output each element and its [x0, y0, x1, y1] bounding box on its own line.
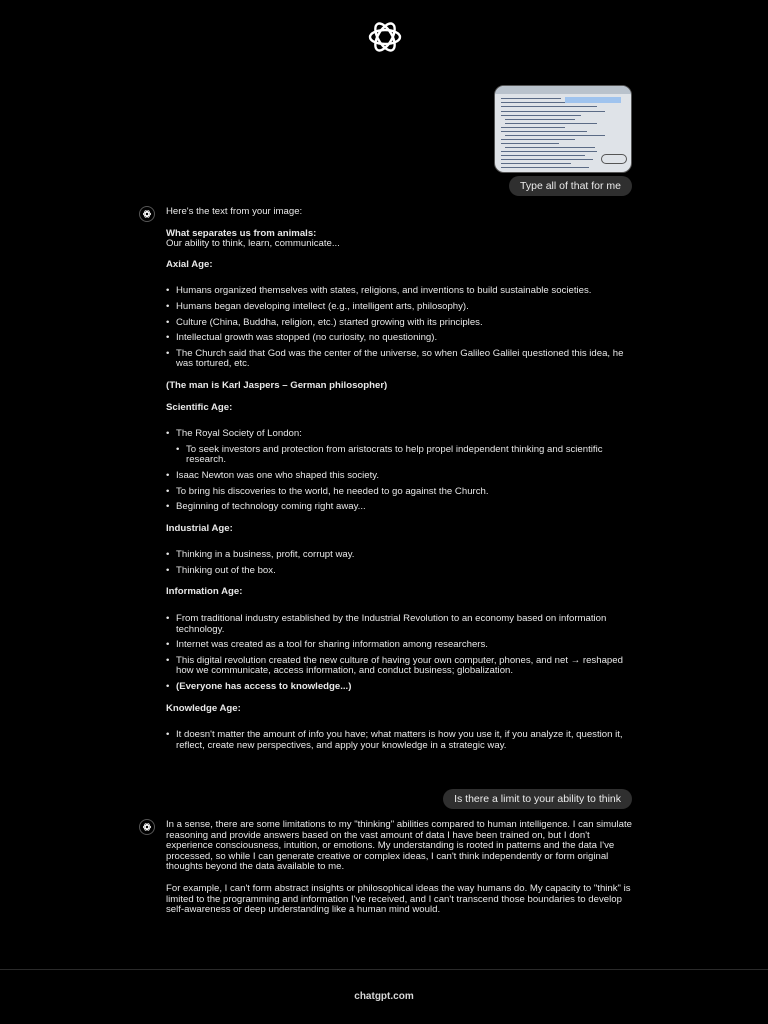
assistant-message: [166, 207, 636, 762]
assistant-avatar: [139, 819, 155, 835]
response-paragraph: In a sense, there are some limitations to my "thinking" abilities compared to human intelligence. I can simulate reasoning and provide answers based on the vast amount of data I have been trained on, but I don't experience consciousness, intuition, or emotions. My understanding is rooted in patterns and the data I've processed, so while I can generate creative or complex ideas, I can't think independently or form original thoughts beyond the data available to me.: [166, 819, 632, 873]
list-item: • To seek investors and protection from aristocrats to help propel independent thinking and scientific research.: [176, 445, 636, 466]
list-item: • Thinking in a business, profit, corrupt way.: [166, 550, 636, 561]
list-item-text: The Royal Society of London:: [176, 428, 302, 440]
list-item: [166, 429, 636, 466]
list-item: • Thinking out of the box.: [166, 566, 636, 577]
openai-logo-icon: [142, 822, 152, 832]
footer-site-link[interactable]: chatgpt.com: [354, 991, 414, 1002]
industrial-heading: Industrial Age:: [166, 522, 233, 534]
response-paragraph: For example, I can't form abstract insights or philosophical ideas the way humans do. My capacity to "think" is limited to the programming and information I've received, and I can't transcend those boundaries to develop self-awareness or deep understanding like a human mind would.: [166, 882, 631, 916]
list-item: • Beginning of technology coming right away...: [166, 502, 636, 513]
uploaded-image-thumbnail[interactable]: [494, 85, 632, 173]
footer-divider: [0, 969, 768, 970]
assistant-message: [166, 820, 636, 927]
list-item: • This digital revolution created the new culture of having your own computer, phones, and net → reshaped how we communicate, access information, and conduct business; globalization.: [166, 656, 636, 677]
assistant-avatar: [139, 206, 155, 222]
list-item: • Internet was created as a tool for sharing information among researchers.: [166, 640, 636, 651]
scientific-list: [166, 429, 636, 513]
user-message: Is there a limit to your ability to think: [443, 789, 632, 809]
list-item: • Humans began developing intellect (e.g., intelligent arts, philosophy).: [166, 302, 636, 313]
openai-logo-icon[interactable]: [364, 16, 406, 58]
knowledge-list: [166, 730, 636, 751]
information-heading: Information Age:: [166, 586, 243, 598]
list-item: • It doesn't matter the amount of info you have; what matters is how you use it, if you analyze it, question it, reflect, create new perspectives, and apply your knowledge in a strategic way.: [166, 730, 636, 751]
industrial-list: [166, 550, 636, 576]
opening-block: [166, 229, 636, 250]
user-message: Type all of that for me: [509, 176, 632, 196]
scientific-heading: Scientific Age:: [166, 401, 233, 413]
list-item: • From traditional industry established by the Industrial Revolution to an economy based on information technology.: [166, 614, 636, 635]
axial-heading: Axial Age:: [166, 258, 213, 270]
response-intro: Here's the text from your image:: [166, 206, 303, 217]
list-item: • Isaac Newton was one who shaped this society.: [166, 471, 636, 482]
opening-text: Our ability to think, learn, communicate...: [166, 238, 340, 250]
list-item: • Culture (China, Buddha, religion, etc.) started growing with its principles.: [166, 318, 636, 329]
axial-list: [166, 286, 636, 370]
nested-list: [176, 445, 636, 466]
list-item: • To bring his discoveries to the world, he needed to go against the Church.: [166, 487, 636, 498]
list-item: • Humans organized themselves with states, religions, and inventions to build sustainable societies.: [166, 286, 636, 297]
knowledge-heading: Knowledge Age:: [166, 702, 241, 714]
list-item: [166, 682, 636, 693]
information-list: [166, 614, 636, 693]
axial-note: (The man is Karl Jaspers – German philosopher): [166, 379, 388, 391]
list-item: • Intellectual growth was stopped (no curiosity, no questioning).: [166, 333, 636, 344]
opening-heading: What separates us from animals:: [166, 227, 317, 239]
openai-logo-icon: [142, 209, 152, 219]
list-item-bold: (Everyone has access to knowledge...): [176, 681, 352, 693]
list-item: • The Church said that God was the center of the universe, so when Galileo Galilei questioned this idea, he was tortured, etc.: [166, 349, 636, 370]
